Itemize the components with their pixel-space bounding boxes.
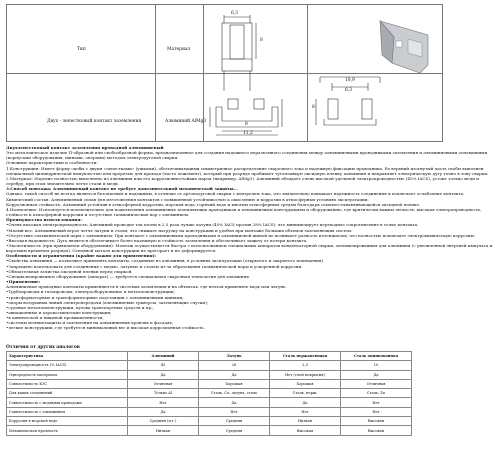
text-line: Особенности и ограничения (крайне важно для применения): <box>6 253 157 259</box>
table-row <box>7 389 412 398</box>
text-line: •трансформаторные и трансформаторные подстанции с алюминиевыми шинами; <box>6 294 184 300</box>
table-cell: Низкая <box>270 417 341 426</box>
text-line: Однако, такой способ не всегда является безопасным и надежным, в отличие от аргонодуговой сварки с контролем тока, что значительно повышает надежность соединения и исключает ослабление контакта. <box>6 191 465 197</box>
table-header-row <box>7 352 412 361</box>
description-text <box>6 145 493 331</box>
text-line: 2.Материал: Изделие полностью выполнено из алюминия или его коррозионностойких марок (например, AlMg3). Алюминий обладает очень высокой удельной электропроводностью (45% IACS), устоит только меди и <box>6 175 479 181</box>
table-row <box>7 417 412 426</box>
contact-drawing <box>310 7 442 139</box>
text-line: •Специализированное оборудование (аппарат) — требуется специальная сварочная технология для алюминия. <box>6 273 251 279</box>
material-header: Материал <box>167 47 191 52</box>
table-cell: Нет <box>128 398 199 407</box>
column-header: Алюминий <box>128 352 199 361</box>
column-header: Характеристика <box>7 352 128 361</box>
text-line: •Свойства алюминия — позволяют применять контакты, созданные из алюминия, в условиях эксплуатации (открытого и закрытого помещения). <box>6 258 325 264</box>
table-cell: Отличная <box>341 379 412 388</box>
dim-side-2: 8 <box>312 105 315 110</box>
table-cell: Средняя <box>199 426 270 435</box>
table-cell: Высокая <box>341 417 412 426</box>
type-value: Двух - лепестковый контакт заземления <box>47 119 142 124</box>
text-line: •судовые металлоконструкции, кузова транспортных средств и пр.; <box>6 304 154 310</box>
table-cell: Нет <box>341 398 412 407</box>
text-line: (корпусами оборудования, шинами, опорами) методом электродуговой сварки. <box>6 155 179 161</box>
text-line: стойкость к атмосферной коррозии и отсутствие гальванических пар с алюминием. <box>6 212 190 218</box>
table-cell: Механическая прочность <box>7 426 128 435</box>
table-cell: Для каких соединений <box>7 389 128 398</box>
text-line: Преимущества использования: <box>6 217 82 223</box>
table-cell: Да <box>128 407 199 416</box>
table-cell: Да <box>199 398 270 407</box>
text-line: серебру, при этом значительно легче стали и меди. <box>6 181 120 187</box>
table-cell: Хорошая <box>199 379 270 388</box>
type-header: Тип <box>77 47 86 52</box>
product-spec-table <box>6 4 443 142</box>
table-row <box>7 398 412 407</box>
table-cell: Отличная <box>128 379 199 388</box>
table-cell: Да <box>199 370 270 379</box>
dim-top-2: 6,3 <box>345 88 352 93</box>
table-cell: Совместимость с алюминием <box>7 407 128 416</box>
text-line: Двухлепестковый контакт заземления проводной алюминиевый <box>6 145 164 150</box>
table-cell: Совместимость КЗС <box>7 379 128 388</box>
text-line: •Высокая надежность: Дуга является обеспечивает более надежную и стойкость заземления и обеспечивает защиту от потери контакта. <box>6 237 308 243</box>
table-cell: Средняя <box>199 417 270 426</box>
text-line: Алюминиевые проводные контакты применяются в системах заземления и на объектах, где нельзя применять медь или латунь: <box>6 284 287 290</box>
table-cell: Нет (слой покрытия) <box>270 370 341 379</box>
table-row <box>7 407 412 416</box>
text-line: •авиационные и аэрокосмические конструкции; <box>6 310 112 315</box>
table-cell: 10 <box>341 361 412 370</box>
dim-side: 8 <box>260 38 263 43</box>
table-divider <box>307 5 308 141</box>
text-line: 1.Конструкция: Имеет форму скобы с двумя «лепестками» (ушками), обеспечивающими симметричное распределение сварочного тока и надежную фиксацию проводника. Ее верхний изогнутый часть скобы выполнен <box>6 165 484 171</box>
table-cell: Хорошая <box>270 379 341 388</box>
table-row <box>7 370 412 379</box>
text-line: Это металлическое изделие П-образной или скобообразной формы, предназначенное для создания надежного неразъемного соединения между алюминиевыми проводниками заземления и алюминиевыми основаниями <box>6 150 488 156</box>
side-view-drawing <box>206 7 306 139</box>
table-cell: Совместимость с медными проводами <box>7 398 128 407</box>
table-cell: Коррозия в морской воде <box>7 417 128 426</box>
table-cell: 45 <box>128 361 199 370</box>
text-line: •легкие конструкции, где требуется минимальный вес и высокая коррозионная стойкость. <box>6 325 205 331</box>
material-value: Алюминий AlMg3 <box>165 119 207 124</box>
table-cell: Сталь, Zn <box>341 389 412 398</box>
table-divider <box>155 5 156 141</box>
text-line: •Трубопроводы и газопроводы, электрооборудование и металлоконструкции; <box>6 289 175 295</box>
table-cell: Да <box>341 370 412 379</box>
column-header: Сталь оцинкованная <box>341 352 412 361</box>
table-cell: Да <box>270 398 341 407</box>
text-line: •Малый вес: Алюминиевый втрое легче латуни и стали, что снижает нагрузку на конструкции и удобен при монтаже больших объемов заземляющих систем. <box>6 227 353 233</box>
text-line: •Отсутствие гальванической пары с алюминием: При контакте с алюминиевыми проводниками и алюминиевой шиной не возникает разность потенциалов, что полностью исключает электрохимическую коррозию. <box>6 232 476 238</box>
table-cell: Нет <box>341 407 412 416</box>
text-line: •Запрещено использовать для соединения с медью, латунью и сталью из-за образования гальванической пары и ускоренной коррозии. <box>6 263 303 269</box>
text-line: •Экологичность (при правильном оборудовании): Монтаж осуществляется быстро с использованием специальных аппаратов конденсаторной сварки, оптимизированных для алюминия (с увеличенной энергией импульса и <box>6 242 493 248</box>
table-cell: Сталь, нерж. <box>270 389 341 398</box>
table-cell: Только Al <box>128 389 199 398</box>
text-line: •Применение: <box>6 279 41 285</box>
table-cell: Электропроводность (% IACS) <box>7 361 128 370</box>
table-cell: Низкая <box>128 426 199 435</box>
table-cell: Средняя (п.г.) <box>128 417 199 426</box>
dim-bottom-2: 11,2 <box>243 131 253 136</box>
text-line: коротким временем разряда). Основной металл конструкции не прогорает и не деформируется. <box>6 248 217 254</box>
text-line: 4.Назначение: Используется исключительно для подключения алюминиевых заземляющих проводников к алюминиевым конструкциям и оборудованию, где критически важны легкость, высокая электропроводность, <box>6 206 482 212</box>
column-header: Латунь <box>199 352 270 361</box>
text-line: специальной цилиндрической выпуклостью или прорезью для провода (часто ложемент), который при разряде пробивает тугоплавкую оксидную пленку алюминия и направляет электрическую дугу точно в зону сварки. <box>6 170 489 176</box>
dim-bottom-1: 8 <box>245 122 248 127</box>
table-cell: Сталь, Cu, латунь, сталь <box>199 389 270 398</box>
column-header: Сталь нержавеющая <box>270 352 341 361</box>
text-line: •Очень высокая электропроводность: Алюминий проводит ток почти в 2,5 раза лучше латуни (45% IACS против 28% IACS), что минимизирует переходное сопротивление в точке контакта. <box>6 222 419 228</box>
table-cell: 2,5 <box>270 361 341 370</box>
dim-top-1: 10,9 <box>345 78 355 83</box>
table-row <box>7 379 412 388</box>
comparison-title: Отличия от других аналогов <box>6 345 80 350</box>
table-row <box>7 426 412 435</box>
text-line: •Обязательная зачистка оксидной пленки перед сваркой. <box>6 268 133 274</box>
text-line: •опоры воздушных линий электропередачи (алюминиевые траверсы, заземляющие спуски); <box>6 299 209 305</box>
text-line: 3.Способ монтажа: Алюминиевый контакт не требует дополнительной механической защиты... <box>6 186 238 192</box>
text-line: •в химической и пищевой промышленности; <box>6 315 104 321</box>
dim-top: 6,3 <box>231 11 238 16</box>
comparison-table <box>6 351 412 436</box>
table-cell: Нет <box>270 407 341 416</box>
table-cell: Нет <box>199 407 270 416</box>
table-row <box>7 361 412 370</box>
table-cell: Однородность материала <box>7 370 128 379</box>
table-cell: Да <box>128 370 199 379</box>
table-cell: Высокая <box>270 426 341 435</box>
table-cell: 28 <box>199 361 270 370</box>
text-line: Основные характеристики и особенности: <box>6 160 98 166</box>
text-line: Коррозионная стойкость: Алюминий устойчив в атмосферной коррозии, морская вода, горячий воде и многим атмосферным средам благодаря самовосстанавливающейся оксидной пленке. <box>6 201 421 207</box>
text-line: •системы молниезащиты и заземления на алюминиевых кровлях и фасадах; <box>6 320 174 326</box>
table-cell: Высокая <box>341 426 412 435</box>
text-line: Химический состав: Алюминиевый сплав для изготовления контактов с повышенной устойчивостью к окислению и коррозии в атмосферных условиях эксплуатации. <box>6 196 369 202</box>
